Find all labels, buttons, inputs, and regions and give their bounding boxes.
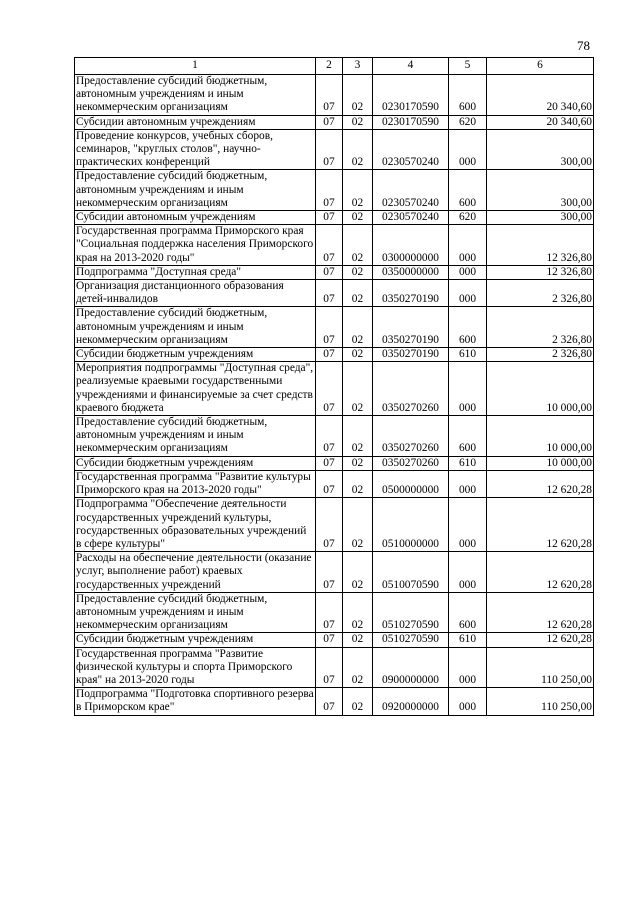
row-name: Подпрограмма "Доступная среда" bbox=[75, 265, 316, 279]
row-name: Субсидии автономным учреждениям bbox=[75, 115, 316, 129]
row-target-code: 0230570240 bbox=[373, 129, 449, 170]
row-expense-type: 600 bbox=[449, 416, 487, 457]
row-expense-type: 000 bbox=[449, 280, 487, 307]
row-amount: 300,00 bbox=[487, 129, 594, 170]
row-expense-type: 610 bbox=[449, 456, 487, 470]
row-subsection: 02 bbox=[343, 456, 373, 470]
row-section: 07 bbox=[316, 280, 343, 307]
row-expense-type: 600 bbox=[449, 170, 487, 211]
row-section: 07 bbox=[316, 211, 343, 225]
row-subsection: 02 bbox=[343, 633, 373, 647]
row-name: Подпрограмма "Подготовка спортивного резерва в Приморском крае" bbox=[76, 688, 314, 714]
row-expense-type: 600 bbox=[449, 307, 487, 348]
row-name: Государственная программа Приморского края "Социальная поддержка населения Приморского края на 2013-2020 годы" bbox=[75, 225, 316, 266]
row-section: 07 bbox=[316, 115, 343, 129]
row-target-code: 0920000000 bbox=[373, 688, 449, 715]
row-subsection: 02 bbox=[343, 498, 373, 552]
row-expense-type: 000 bbox=[449, 498, 487, 552]
table-row bbox=[75, 416, 594, 457]
row-target-code: 0350270190 bbox=[373, 280, 449, 307]
row-name: Предоставление субсидий бюджетным, автономным учреждениям и иным некоммерческим организациям bbox=[75, 170, 316, 211]
row-target-code: 0230170590 bbox=[373, 115, 449, 129]
row-amount: 12 326,80 bbox=[487, 265, 594, 279]
row-amount: 12 620,28 bbox=[487, 633, 594, 647]
row-expense-type: 610 bbox=[449, 348, 487, 362]
header-row bbox=[75, 58, 594, 75]
row-amount: 12 620,28 bbox=[487, 470, 594, 497]
table-row bbox=[75, 362, 594, 416]
row-amount: 300,00 bbox=[487, 211, 594, 225]
row-expense-type: 610 bbox=[449, 633, 487, 647]
row-subsection: 02 bbox=[343, 552, 373, 593]
table-row bbox=[75, 456, 594, 470]
row-section: 07 bbox=[316, 170, 343, 211]
row-expense-type: 620 bbox=[449, 211, 487, 225]
table-row bbox=[75, 647, 594, 688]
row-amount: 20 340,60 bbox=[487, 75, 594, 116]
row-section: 07 bbox=[316, 362, 343, 416]
row-subsection: 02 bbox=[343, 362, 373, 416]
row-expense-type: 000 bbox=[449, 470, 487, 497]
row-target-code: 0350270260 bbox=[373, 456, 449, 470]
table-row bbox=[75, 633, 594, 647]
table-row bbox=[75, 592, 594, 633]
row-name: Субсидии автономным учреждениям bbox=[75, 211, 316, 225]
row-target-code: 0510000000 bbox=[373, 498, 449, 552]
row-subsection: 02 bbox=[343, 115, 373, 129]
row-target-code: 0350270260 bbox=[373, 362, 449, 416]
row-subsection: 02 bbox=[343, 225, 373, 266]
row-subsection: 02 bbox=[343, 688, 373, 715]
header-cell: 1 bbox=[75, 58, 316, 75]
table-row bbox=[75, 307, 594, 348]
row-target-code: 0350270190 bbox=[373, 307, 449, 348]
row-name: Субсидии бюджетным учреждениям bbox=[75, 348, 316, 362]
page-number: 78 bbox=[577, 38, 590, 53]
row-amount: 2 326,80 bbox=[487, 280, 594, 307]
table-row bbox=[75, 470, 594, 497]
table-row bbox=[75, 348, 594, 362]
row-name: Государственная программа "Развитие физической культуры и спорта Приморского края" на 2013-2020 годы bbox=[75, 647, 316, 688]
row-expense-type: 000 bbox=[449, 647, 487, 688]
row-target-code: 0510270590 bbox=[373, 633, 449, 647]
row-expense-type: 000 bbox=[449, 362, 487, 416]
row-amount: 2 326,80 bbox=[487, 348, 594, 362]
row-target-code: 0350000000 bbox=[373, 265, 449, 279]
row-section: 07 bbox=[316, 307, 343, 348]
row-subsection: 02 bbox=[343, 592, 373, 633]
row-target-code: 0300000000 bbox=[373, 225, 449, 266]
row-name: Предоставление субсидий бюджетным, автономным учреждениям и иным некоммерческим организациям bbox=[75, 416, 316, 457]
row-target-code: 0510070590 bbox=[373, 552, 449, 593]
row-name: Расходы на обеспечение деятельности (оказание услуг, выполнение работ) краевых государственных учреждений bbox=[75, 552, 316, 593]
row-target-code: 0230570240 bbox=[373, 211, 449, 225]
row-name: Подпрограмма "Обеспечение деятельности государственных учреждений культуры, государственных образовательных учреждений в сфере культуры" bbox=[75, 498, 316, 552]
row-subsection: 02 bbox=[343, 416, 373, 457]
row-section: 07 bbox=[316, 592, 343, 633]
row-expense-type: 000 bbox=[449, 265, 487, 279]
row-name: Предоставление субсидий бюджетным, автономным учреждениям и иным некоммерческим организациям bbox=[75, 592, 316, 633]
row-amount: 110 250,00 bbox=[487, 647, 594, 688]
table-row bbox=[75, 170, 594, 211]
row-target-code: 0230170590 bbox=[373, 75, 449, 116]
row-amount: 10 000,00 bbox=[487, 362, 594, 416]
header-cell: 3 bbox=[343, 58, 373, 75]
row-expense-type: 620 bbox=[449, 115, 487, 129]
table-row bbox=[75, 129, 594, 170]
row-expense-type: 000 bbox=[449, 552, 487, 593]
row-target-code: 0510270590 bbox=[373, 592, 449, 633]
table-row bbox=[75, 211, 594, 225]
row-section: 07 bbox=[316, 633, 343, 647]
header-cell: 2 bbox=[316, 58, 343, 75]
row-name: Субсидии бюджетным учреждениям bbox=[75, 456, 316, 470]
row-amount: 12 620,28 bbox=[487, 498, 594, 552]
row-section: 07 bbox=[316, 552, 343, 593]
row-expense-type: 600 bbox=[449, 75, 487, 116]
row-name: Субсидии бюджетным учреждениям bbox=[75, 633, 316, 647]
row-amount: 20 340,60 bbox=[487, 115, 594, 129]
table-row bbox=[75, 688, 594, 715]
row-target-code: 0350270260 bbox=[373, 416, 449, 457]
row-target-code: 0350270190 bbox=[373, 348, 449, 362]
row-subsection: 02 bbox=[343, 211, 373, 225]
row-subsection: 02 bbox=[343, 348, 373, 362]
row-section: 07 bbox=[316, 129, 343, 170]
row-name: Проведение конкурсов, учебных сборов, семинаров, "круглых столов", научно-практических конференций bbox=[75, 129, 316, 170]
row-name: Предоставление субсидий бюджетным, автономным учреждениям и иным некоммерческим организациям bbox=[75, 75, 316, 116]
row-amount: 12 620,28 bbox=[487, 592, 594, 633]
row-subsection: 02 bbox=[343, 265, 373, 279]
row-target-code: 0900000000 bbox=[373, 647, 449, 688]
row-target-code: 0230570240 bbox=[373, 170, 449, 211]
table-row bbox=[75, 265, 594, 279]
row-section: 07 bbox=[316, 348, 343, 362]
row-section: 07 bbox=[316, 416, 343, 457]
row-subsection: 02 bbox=[343, 129, 373, 170]
table-row bbox=[75, 115, 594, 129]
row-section: 07 bbox=[316, 75, 343, 116]
table-row bbox=[75, 75, 594, 116]
table-row bbox=[75, 280, 594, 307]
table-row bbox=[75, 552, 594, 593]
row-amount: 10 000,00 bbox=[487, 456, 594, 470]
table-row bbox=[75, 498, 594, 552]
row-section: 07 bbox=[316, 265, 343, 279]
row-subsection: 02 bbox=[343, 280, 373, 307]
row-expense-type: 600 bbox=[449, 592, 487, 633]
row-section: 07 bbox=[316, 688, 343, 715]
row-name: Мероприятия подпрограммы "Доступная среда", реализуемые краевыми государственными учреждениями и финансируемые за счет средств краевого бюджета bbox=[75, 362, 316, 416]
row-subsection: 02 bbox=[343, 170, 373, 211]
row-amount: 110 250,00 bbox=[487, 688, 594, 715]
row-amount: 12 620,28 bbox=[487, 552, 594, 593]
row-target-code: 0500000000 bbox=[373, 470, 449, 497]
row-name: Предоставление субсидий бюджетным, автономным учреждениям и иным некоммерческим организациям bbox=[75, 307, 316, 348]
budget-table bbox=[74, 57, 594, 716]
row-section: 07 bbox=[316, 225, 343, 266]
row-name: Организация дистанционного образования детей-инвалидов bbox=[75, 280, 316, 307]
row-section: 07 bbox=[316, 647, 343, 688]
row-expense-type: 000 bbox=[449, 688, 487, 715]
row-expense-type: 000 bbox=[449, 129, 487, 170]
table-row bbox=[75, 225, 594, 266]
row-section: 07 bbox=[316, 456, 343, 470]
row-subsection: 02 bbox=[343, 307, 373, 348]
row-expense-type: 000 bbox=[449, 225, 487, 266]
row-subsection: 02 bbox=[343, 647, 373, 688]
row-subsection: 02 bbox=[343, 75, 373, 116]
row-amount: 300,00 bbox=[487, 170, 594, 211]
header-cell: 6 bbox=[487, 58, 594, 75]
header-cell: 4 bbox=[373, 58, 449, 75]
row-name: Государственная программа "Развитие культуры Приморского края на 2013-2020 годы" bbox=[75, 470, 316, 497]
row-section: 07 bbox=[316, 470, 343, 497]
row-amount: 12 326,80 bbox=[487, 225, 594, 266]
row-subsection: 02 bbox=[343, 470, 373, 497]
row-amount: 2 326,80 bbox=[487, 307, 594, 348]
row-section: 07 bbox=[316, 498, 343, 552]
header-cell: 5 bbox=[449, 58, 487, 75]
row-amount: 10 000,00 bbox=[487, 416, 594, 457]
